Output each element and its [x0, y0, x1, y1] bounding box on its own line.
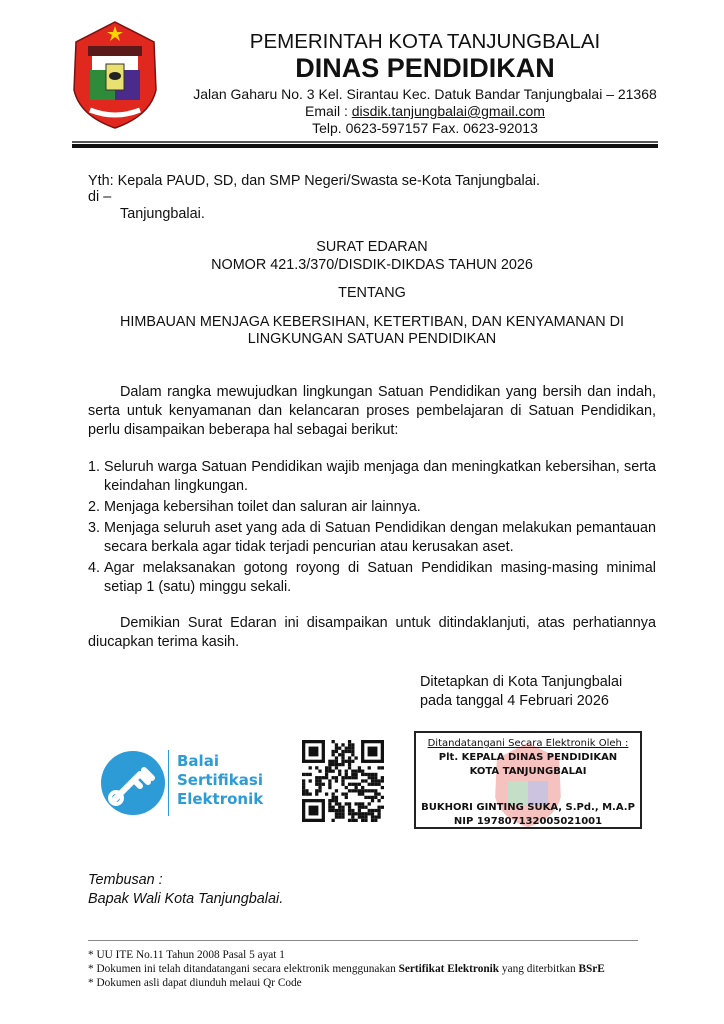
instruction-list — [88, 458, 656, 597]
letterhead-email: Email : disdik.tanjungbalai@gmail.com — [305, 103, 545, 119]
letter-number: NOMOR 421.3/370/DISDIK-DIKDAS TAHUN 2026 — [211, 257, 533, 273]
intro-paragraph: Dalam rangka mewujudkan lingkungan Satuan Pendidikan yang bersih dan indah, serta untuk kenyamanan dan kelancaran proses pembelajaran di Satuan Pendidikan, perlu disampaikan beberapa hal sebagai berikut: — [88, 384, 656, 438]
email-link[interactable]: disdik.tanjungbalai@gmail.com — [351, 103, 545, 119]
letterhead-address: Jalan Gaharu No. 3 Kel. Sirantau Kec. Datuk Bandar Tanjungbalai – 21368 — [193, 86, 657, 102]
footnote-2: * Dokumen ini telah ditandatangani secara elektronik menggunakan Sertifikat Elektronik yang diterbitkan BSrE — [88, 963, 605, 975]
signer-position-2: KOTA TANJUNGBALAI — [469, 766, 587, 777]
sign-date: pada tanggal 4 Februari 2026 — [420, 693, 609, 709]
letterhead-agency: DINAS PENDIDIKAN — [295, 53, 555, 83]
footer-rule — [88, 940, 638, 941]
header-rule-thin — [72, 141, 658, 143]
bsre-divider — [168, 750, 169, 816]
list-item: 4. Agar melaksanakan gotong royong di Satuan Pendidikan masing-masing minimal setiap 1 (satu) minggu sekali. — [88, 560, 656, 595]
recipient-di: di – — [88, 189, 112, 205]
header-rule-thick — [72, 144, 658, 148]
signer-name: BUKHORI GINTING SUKA, S.Pd., M.A.P — [421, 802, 635, 813]
sign-place: Ditetapkan di Kota Tanjungbalai — [420, 674, 623, 690]
cc-label: Tembusan : — [88, 872, 163, 888]
cc-recipient: Bapak Wali Kota Tanjungbalai. — [88, 891, 284, 907]
letter-about: TENTANG — [338, 285, 406, 301]
signed-by-label: Ditandatangani Secara Elektronik Oleh : — [427, 738, 629, 749]
city-logo — [70, 20, 160, 130]
recipient-yth: Yth: Kepala PAUD, SD, dan SMP Negeri/Swasta se-Kota Tanjungbalai. — [88, 173, 540, 189]
signer-nip: NIP 197807132005021001 — [453, 816, 603, 827]
signer-position-1: Plt. KEPALA DINAS PENDIDIKAN — [438, 752, 618, 763]
recipient-place: Tanjungbalai. — [120, 206, 205, 222]
footnote-1: * UU ITE No.11 Tahun 2008 Pasal 5 ayat 1 — [88, 949, 285, 961]
e-signature-box — [414, 731, 642, 829]
bsre-key-icon — [100, 750, 166, 816]
letterhead-phone: Telp. 0623-597157 Fax. 0623-92013 — [312, 120, 538, 136]
list-item: 2. Menjaga kebersihan toilet dan saluran air lainnya. — [88, 499, 421, 515]
list-item: 3. Menjaga seluruh aset yang ada di Satuan Pendidikan dengan melakukan pemantauan secara berkala agar tidak terjadi pencurian atau kerusakan aset. — [88, 520, 656, 555]
qr-code[interactable] — [302, 740, 384, 822]
footnote-3: * Dokumen asli dapat diunduh melaui Qr Code — [88, 977, 302, 989]
footnotes — [88, 948, 605, 990]
letter-subject-1: HIMBAUAN MENJAGA KEBERSIHAN, KETERTIBAN, DAN KENYAMANAN DI — [119, 314, 625, 330]
letter-subject-2: LINGKUNGAN SATUAN PENDIDIKAN — [247, 331, 497, 347]
bsre-logo-text: Balai Sertifikasi Elektronik — [177, 752, 264, 808]
letter-type: SURAT EDARAN — [316, 239, 428, 255]
list-item: 1. Seluruh warga Satuan Pendidikan wajib menjaga dan meningkatkan kebersihan, serta keindahan lingkungan. — [88, 459, 656, 494]
letterhead-government: PEMERINTAH KOTA TANJUNGBALAI — [249, 30, 601, 53]
closing-paragraph: Demikian Surat Edaran ini disampaikan untuk ditindaklanjuti, atas perhatiannya diucapkan terima kasih. — [88, 615, 656, 650]
